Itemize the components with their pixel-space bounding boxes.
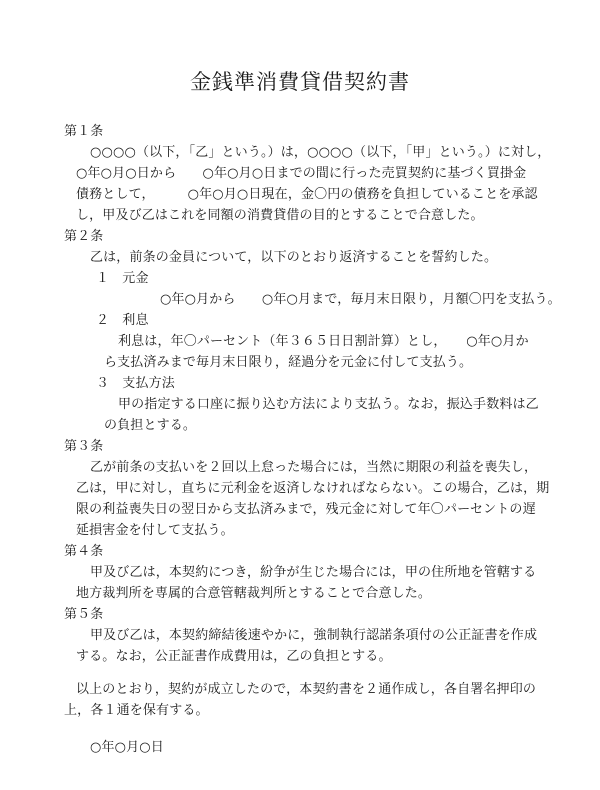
article-1-heading: 第１条 bbox=[64, 124, 104, 139]
article-1-line: ○○○○（以下，「乙」という。）は，○○○○（以下，「甲」という。）に対し， bbox=[90, 145, 551, 160]
article-5-line: 甲及び乙は，本契約締結後速やかに，強制執行認諾条項付の公正証書を作成 bbox=[90, 628, 538, 643]
closing-line: 上，各１通を保有する。 bbox=[64, 703, 209, 718]
article-5-heading: 第５条 bbox=[64, 607, 104, 622]
item-1-label: １ 元金 bbox=[96, 271, 149, 286]
article-3-line: 乙は，甲に対し，直ちに元利金を返済しなければならない。この場合，乙は，期 bbox=[76, 481, 550, 496]
item-3-label: ３ 支払方法 bbox=[96, 376, 175, 391]
item-2-line: 利息は，年〇パーセント（年３６５日日割計算）とし， ○年○月か bbox=[118, 334, 529, 349]
article-2-heading: 第２条 bbox=[64, 229, 104, 244]
item-3-line: の負担とする。 bbox=[104, 418, 197, 433]
article-3-line: 延損害金を付して支払う。 bbox=[76, 523, 234, 538]
article-4-line: 地方裁判所を専属的合意管轄裁判所とすることで合意した。 bbox=[76, 586, 432, 601]
article-1-line: ○年○月○日から ○年○月○日までの間に行った売買契約に基づく買掛金 bbox=[76, 166, 527, 181]
article-3-line: 乙が前条の支払いを２回以上怠った場合には，当然に期限の利益を喪失し， bbox=[90, 460, 538, 475]
document-title: 金銭準消費貸借契約書 bbox=[190, 70, 410, 94]
article-4-heading: 第４条 bbox=[64, 544, 104, 559]
item-2-label: ２ 利息 bbox=[96, 313, 149, 328]
article-5-line: する。なお，公正証書作成費用は，乙の負担とする。 bbox=[76, 649, 392, 664]
item-2-line: ら支払済みまで毎月末日限り，経過分を元金に付して支払う。 bbox=[104, 355, 473, 370]
signing-date: ○年○月○日 bbox=[90, 740, 164, 755]
article-2-intro: 乙は，前条の金員について，以下のとおり返済することを誓約した。 bbox=[90, 250, 498, 265]
article-3-line: 限の利益喪失日の翌日から支払済みまで，残元金に対して年〇パーセントの遅 bbox=[76, 502, 536, 517]
article-3-heading: 第３条 bbox=[64, 439, 104, 454]
article-4-line: 甲及び乙は，本契約につき，紛争が生じた場合には，甲の住所地を管轄する bbox=[90, 565, 537, 580]
item-1-line: ○年○月から ○年○月まで，毎月末日限り，月額〇円を支払う。 bbox=[160, 292, 561, 307]
article-1-line: 債務として， ○年○月○日現在，金〇円の債務を負担していることを承認 bbox=[76, 187, 538, 202]
item-3-line: 甲の指定する口座に振り込む方法により支払う。なお，振込手数料は乙 bbox=[118, 397, 539, 412]
closing-line: 以上のとおり，契約が成立したので，本契約書を２通作成し，各自署名押印の bbox=[76, 682, 536, 697]
article-1-line: し，甲及び乙はこれを同額の消費貸借の目的とすることで合意した。 bbox=[76, 208, 484, 223]
